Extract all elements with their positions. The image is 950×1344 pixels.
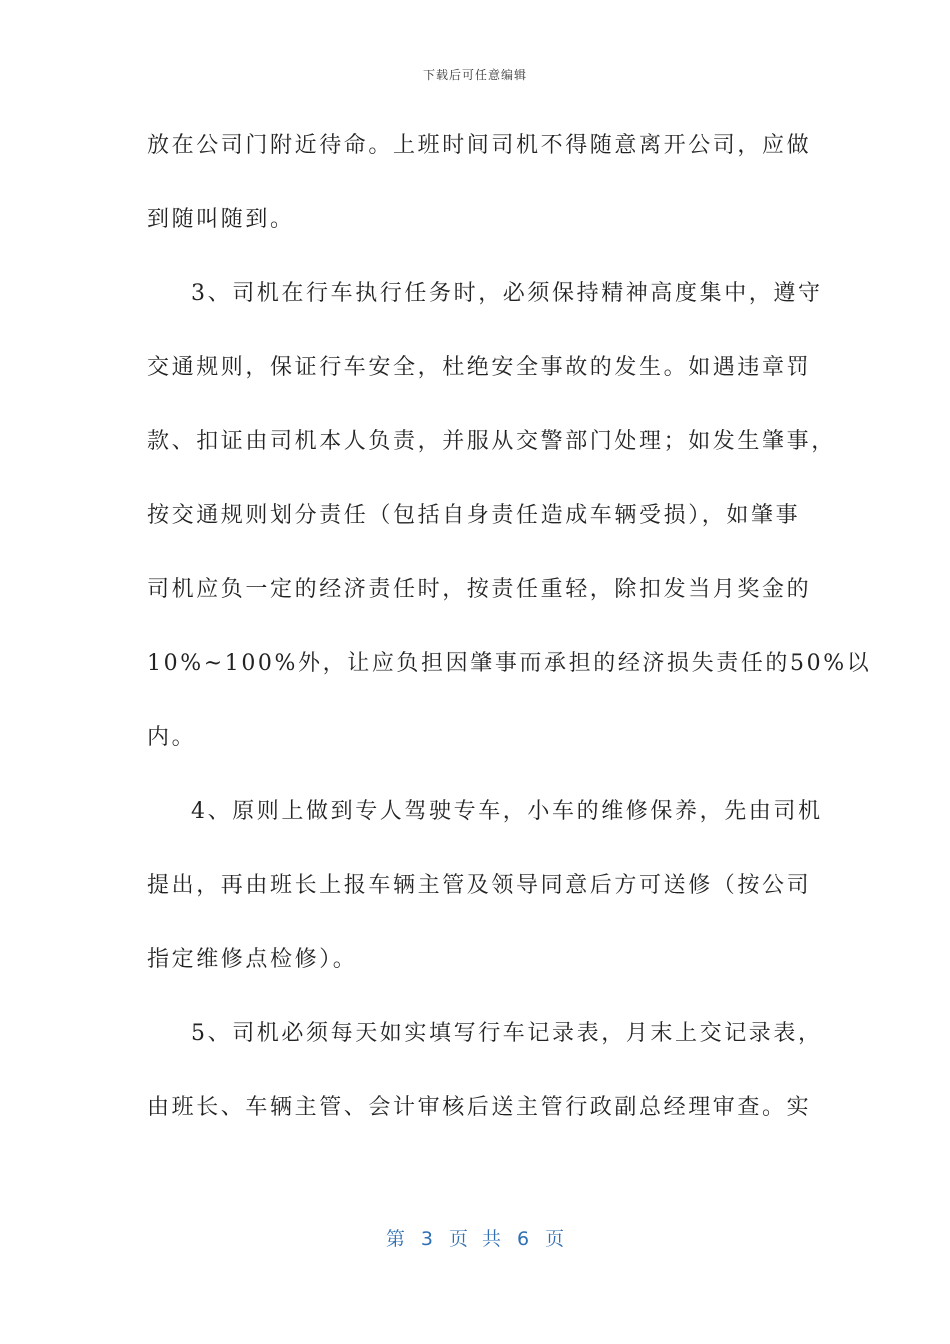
text-line: 交通规则，保证行车安全，杜绝安全事故的发生。如遇违章罚 (147, 355, 812, 380)
text-line: 到随叫随到。 (147, 207, 295, 232)
text-line: 内。 (147, 725, 197, 750)
text-line: 提出，再由班长上报车辆主管及领导同意后方可送修（按公司 (147, 873, 812, 898)
text-line: 由班长、车辆主管、会计审核后送主管行政副总经理审查。实 (147, 1095, 812, 1120)
page-label-ye-gong: 页 共 (448, 1228, 502, 1250)
page-label-ye: 页 (545, 1228, 565, 1250)
text-line: 4、原则上做到专人驾驶专车，小车的维修保养，先由司机 (191, 799, 823, 824)
page-header: 下载后可任意编辑 (422, 68, 527, 82)
text-line: 放在公司门附近待命。上班时间司机不得随意离开公司，应做 (147, 133, 812, 158)
page-footer (0, 1224, 950, 1251)
text-line: 3、司机在行车执行任务时，必须保持精神高度集中，遵守 (191, 281, 823, 306)
document-body (147, 118, 872, 1154)
text-line: 司机应负一定的经济责任时，按责任重轻，除扣发当月奖金的 (147, 577, 812, 602)
total-pages-number: 6 (517, 1228, 530, 1250)
current-page-number: 3 (420, 1228, 433, 1250)
page-label-di: 第 (385, 1228, 405, 1250)
text-line: 款、扣证由司机本人负责，并服从交警部门处理；如发生肇事， (147, 429, 836, 454)
text-line: 按交通规则划分责任（包括自身责任造成车辆受损），如肇事 (147, 503, 801, 528)
text-line: 5、司机必须每天如实填写行车记录表，月末上交记录表， (191, 1021, 823, 1046)
text-line: 10%~100%外，让应负担因肇事而承担的经济损失责任的50%以 (147, 651, 872, 676)
text-line: 指定维修点检修）。 (147, 947, 358, 972)
